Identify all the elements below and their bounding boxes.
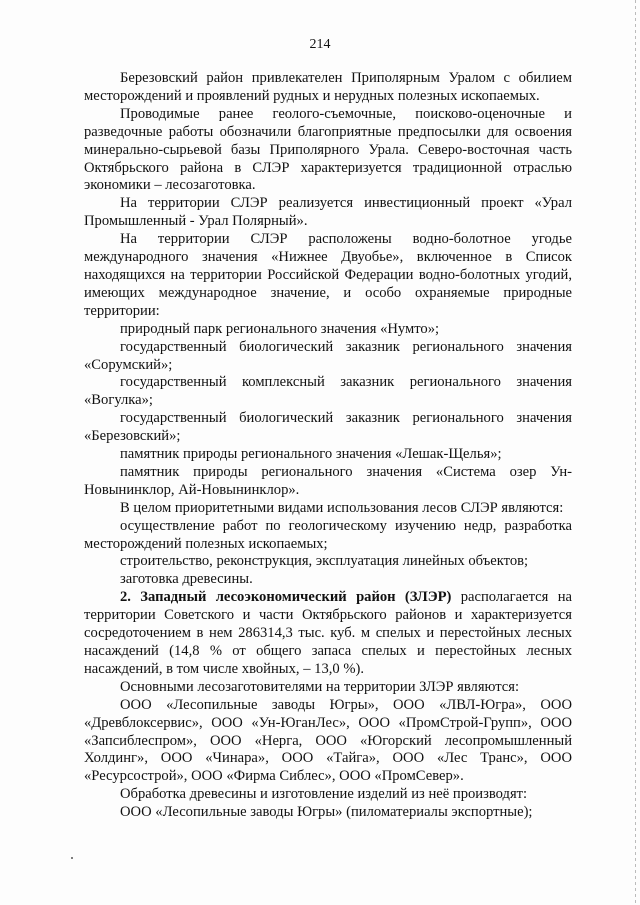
list-item: заготовка древесины.: [120, 571, 253, 588]
list-item: строительство, реконструкция, эксплуатация линейных объектов;: [120, 553, 529, 570]
list-item: осуществление работ по геологическому изучению недр, разработка месторождений полезных ископаемых;: [84, 517, 572, 552]
list-item: государственный комплексный заказник регионального значения «Вогулка»;: [84, 374, 572, 409]
scan-speck: [71, 857, 73, 859]
paragraph: Проводимые ранее геолого-съемочные, поисково-оценочные и разведочные работы обозначили благоприятные предпосылки для освоения минерально-сырьевой базы Приполярного Урала. Северо-восточная часть Октябрьского района в СЛЭР характеризуется традиционной отраслью экономики – лесозаготовка.: [84, 105, 572, 194]
paragraph: В целом приоритетными видами использования лесов СЛЭР являются:: [120, 499, 564, 516]
paragraph: На территории СЛЭР расположены водно-болотное угодье международного значения «Нижнее Двуобье», включенное в Список находящихся на территории Российской Федерации водно-болотных угодий, имеющих международное значение, и особо охраняемые природные территории:: [84, 231, 572, 319]
list-item: природный парк регионального значения «Нумто»;: [120, 320, 440, 337]
paragraph: На территории СЛЭР реализуется инвестиционный проект «Урал Промышленный - Урал Полярный».: [84, 195, 572, 230]
paragraph: Березовский район привлекателен Приполярным Уралом с обилием месторождений и проявлений рудных и нерудных полезных ископаемых.: [84, 70, 572, 104]
paragraph: Основными лесозаготовителями на территории ЗЛЭР являются:: [120, 678, 520, 695]
list-item: государственный биологический заказник регионального значения «Сорумский»;: [84, 338, 572, 373]
list-item: государственный биологический заказник регионального значения «Березовский»;: [84, 410, 572, 445]
list-item: памятник природы регионального значения «Система озер Ун-Новынинклор, Ай-Новынинклор».: [84, 463, 572, 498]
page-edge: [635, 0, 636, 905]
document-body: [84, 70, 572, 822]
section-paragraph: 2. Западный лесоэкономический район (ЗЛЭР) располагается на территории Советского и части Октябрьского районов и характеризуется сосредоточением в нем 286314,3 тыс. куб. м спелых и перестойных лесных насаждений (14,8 % от общего запаса спелых и перестойных лесных насаждений, в том числе хвойных, – 13,0 %).: [84, 589, 572, 677]
paragraph: ООО «Лесопильные заводы Югры» (пиломатериалы экспортные);: [120, 804, 533, 821]
list-item: памятник природы регионального значения «Лешак-Щелья»;: [120, 446, 502, 463]
page-number: 214: [309, 37, 331, 52]
paragraph: Обработка древесины и изготовление изделий из неё производят:: [120, 786, 528, 803]
section-heading: 2. Западный лесоэкономический район (ЗЛЭР): [120, 589, 452, 606]
paragraph: ООО «Лесопильные заводы Югры», ООО «ЛВЛ-Югра», ООО «Древблоксервис», ООО «Ун-ЮганЛес», ООО «ПромСтрой-Групп», ООО «Запсиблеспром», ООО «Нерга, ООО «Югорский лесопромышленный Холдинг», ООО «Чинара», ООО «Тайга», ООО «Лес Транс», ООО «Ресурсострой», ООО «Фирма Сиблес», ООО «ПромСевер».: [84, 696, 572, 785]
